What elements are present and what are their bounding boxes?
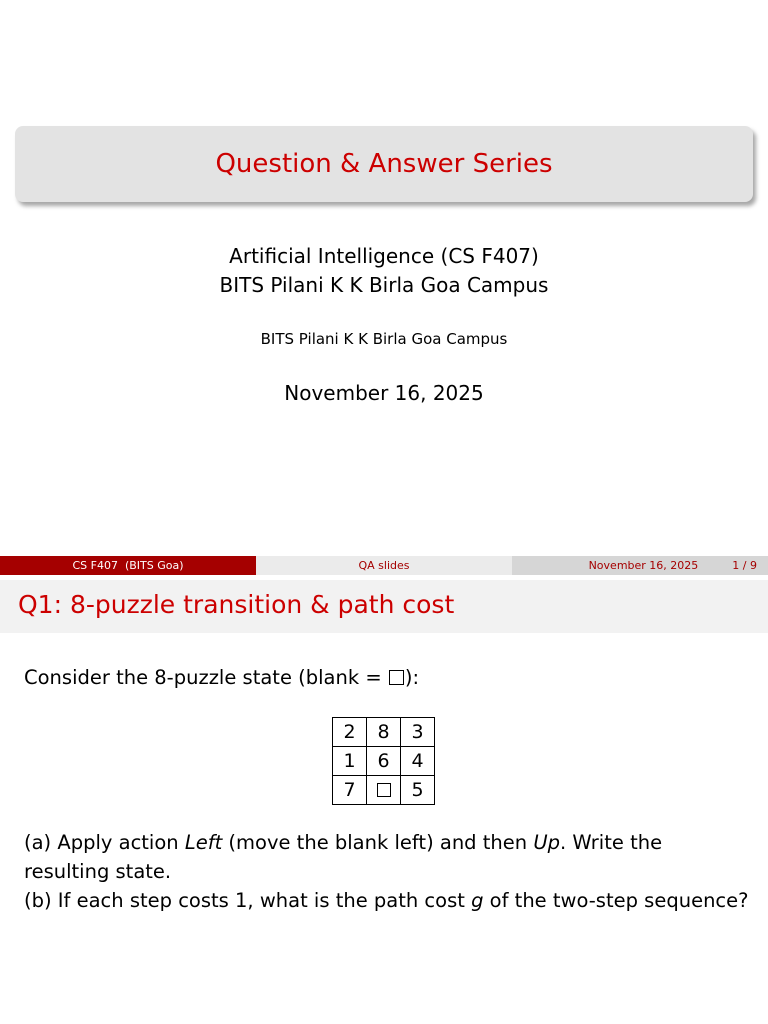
presentation-date: November 16, 2025 bbox=[284, 381, 484, 405]
part-a-line2: resulting state. bbox=[24, 860, 172, 883]
intro-sentence bbox=[24, 666, 419, 689]
part-a-line1 bbox=[24, 828, 754, 857]
puzzle-grid bbox=[332, 717, 435, 805]
puzzle-cell-blank bbox=[367, 776, 401, 805]
part-a-prefix: (a) Apply action bbox=[24, 831, 185, 854]
puzzle-cell: 3 bbox=[401, 718, 435, 747]
question-parts bbox=[24, 828, 754, 915]
part-a-action-left: Left bbox=[184, 831, 223, 854]
footline-right bbox=[512, 556, 768, 575]
part-b-variable: g bbox=[471, 889, 484, 912]
part-a-suffix: . Write the bbox=[559, 831, 663, 854]
part-a-action-up: Up bbox=[533, 831, 560, 854]
footline bbox=[0, 556, 768, 575]
puzzle-cell: 1 bbox=[333, 747, 367, 776]
puzzle-row bbox=[333, 718, 435, 747]
puzzle-row bbox=[333, 776, 435, 805]
blank-square-icon bbox=[377, 783, 391, 797]
part-b-prefix: (b) If each step costs 1, what is the path cost bbox=[24, 889, 472, 912]
institute: BITS Pilani K K Birla Goa Campus bbox=[260, 330, 508, 348]
footline-short-title: QA slides bbox=[256, 556, 512, 575]
part-b-suffix: of the two-step sequence? bbox=[483, 889, 749, 912]
title-block bbox=[15, 126, 753, 202]
puzzle-row bbox=[333, 747, 435, 776]
footline-author: CS F407 (BITS Goa) bbox=[0, 556, 256, 575]
part-b-line bbox=[24, 886, 754, 915]
puzzle-cell: 6 bbox=[367, 747, 401, 776]
puzzle-cell: 5 bbox=[401, 776, 435, 805]
presentation-title: Question & Answer Series bbox=[215, 149, 553, 179]
puzzle-cell: 7 bbox=[333, 776, 367, 805]
subtitle-campus: BITS Pilani K K Birla Goa Campus bbox=[219, 273, 549, 297]
puzzle-cell: 2 bbox=[333, 718, 367, 747]
part-a-middle: (move the blank left) and then bbox=[222, 831, 534, 854]
puzzle-cell: 4 bbox=[401, 747, 435, 776]
footline-date: November 16, 2025 bbox=[588, 559, 699, 572]
intro-text-after: ): bbox=[404, 666, 420, 689]
footline-page-number: 1 / 9 bbox=[732, 559, 757, 572]
intro-text-before: Consider the 8-puzzle state (blank = bbox=[24, 666, 388, 689]
frame-title: Q1: 8-puzzle transition & path cost bbox=[18, 590, 455, 619]
subtitle-course: Artificial Intelligence (CS F407) bbox=[229, 244, 539, 268]
puzzle-cell: 8 bbox=[367, 718, 401, 747]
blank-square-icon bbox=[389, 670, 404, 685]
